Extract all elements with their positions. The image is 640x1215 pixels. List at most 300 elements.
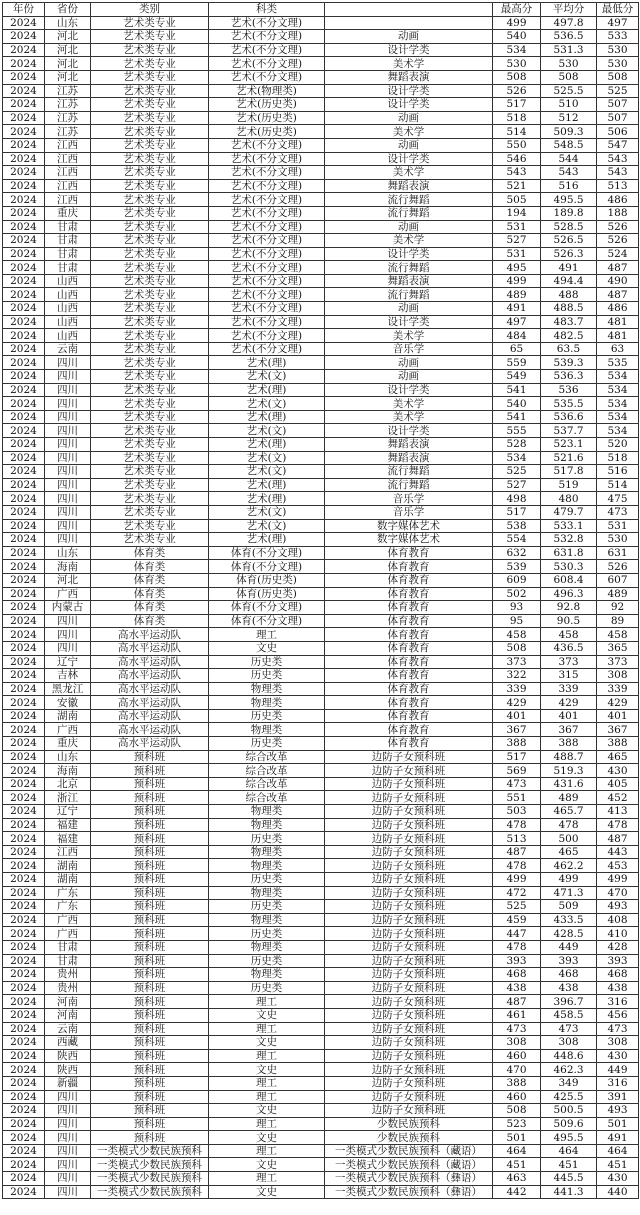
- cell-min-score: 188: [597, 206, 639, 220]
- table-row: [3, 573, 639, 587]
- cell-min-score: 534: [597, 410, 639, 424]
- cell-major: 动画: [325, 220, 493, 234]
- table-row: [3, 954, 639, 968]
- cell-min-score: 453: [597, 859, 639, 873]
- cell-avg-score: 349: [541, 1076, 597, 1090]
- cell-min-score: 486: [597, 302, 639, 316]
- cell-min-score: 413: [597, 805, 639, 819]
- cell-max-score: 499: [493, 16, 541, 30]
- cell-min-score: 92: [597, 601, 639, 615]
- cell-category: 预科班: [91, 1076, 209, 1090]
- cell-category: 艺术类专业: [91, 533, 209, 547]
- cell-min-score: 508: [597, 70, 639, 84]
- cell-subject: 艺术(不分文理): [209, 234, 325, 248]
- cell-min-score: 316: [597, 995, 639, 1009]
- cell-year: 2024: [3, 805, 45, 819]
- table-row: [3, 1008, 639, 1022]
- cell-province: 海南: [45, 560, 91, 574]
- table-row: [3, 927, 639, 941]
- cell-major: 设计学类: [325, 315, 493, 329]
- cell-category: 艺术类专业: [91, 383, 209, 397]
- cell-major: 流行舞蹈: [325, 193, 493, 207]
- table-row: [3, 750, 639, 764]
- cell-avg-score: 445.5: [541, 1172, 597, 1186]
- cell-major: 体育教育: [325, 682, 493, 696]
- cell-category: 预科班: [91, 1008, 209, 1022]
- cell-major: 一类模式少数民族预科（藏语）: [325, 1144, 493, 1158]
- table-row: [3, 57, 639, 71]
- cell-max-score: 540: [493, 397, 541, 411]
- table-row: [3, 315, 639, 329]
- table-row: [3, 560, 639, 574]
- cell-subject: 文史: [209, 641, 325, 655]
- cell-province: 山东: [45, 16, 91, 30]
- cell-avg-score: 536: [541, 383, 597, 397]
- cell-year: 2024: [3, 261, 45, 275]
- cell-avg-score: 90.5: [541, 614, 597, 628]
- cell-province: 甘肃: [45, 954, 91, 968]
- table-row: [3, 546, 639, 560]
- cell-avg-score: 480: [541, 492, 597, 506]
- cell-min-score: 534: [597, 370, 639, 384]
- cell-subject: 艺术(文): [209, 465, 325, 479]
- cell-province: 新疆: [45, 1076, 91, 1090]
- cell-avg-score: 471.3: [541, 886, 597, 900]
- cell-subject: 艺术(不分文理): [209, 166, 325, 180]
- cell-subject: 艺术(不分文理): [209, 247, 325, 261]
- cell-category: 预科班: [91, 1022, 209, 1036]
- cell-major: 体育教育: [325, 696, 493, 710]
- cell-year: 2024: [3, 98, 45, 112]
- cell-province: 广西: [45, 587, 91, 601]
- cell-min-score: 405: [597, 777, 639, 791]
- cell-province: 山西: [45, 315, 91, 329]
- cell-min-score: 464: [597, 1144, 639, 1158]
- cell-max-score: 93: [493, 601, 541, 615]
- cell-category: 艺术类专业: [91, 30, 209, 44]
- cell-subject: 艺术(理): [209, 356, 325, 370]
- cell-year: 2024: [3, 1049, 45, 1063]
- cell-avg-score: 339: [541, 682, 597, 696]
- cell-subject: 物理类: [209, 805, 325, 819]
- cell-year: 2024: [3, 410, 45, 424]
- cell-year: 2024: [3, 206, 45, 220]
- table-row: [3, 641, 639, 655]
- cell-major: 动画: [325, 111, 493, 125]
- cell-major: 动画: [325, 356, 493, 370]
- cell-province: 四川: [45, 505, 91, 519]
- cell-max-score: 95: [493, 614, 541, 628]
- table-row: [3, 220, 639, 234]
- cell-category: 艺术类专业: [91, 193, 209, 207]
- cell-category: 预科班: [91, 805, 209, 819]
- header-max-score: 最高分: [493, 3, 541, 17]
- cell-category: 体育类: [91, 560, 209, 574]
- table-row: [3, 302, 639, 316]
- cell-max-score: 508: [493, 70, 541, 84]
- cell-major: 动画: [325, 302, 493, 316]
- table-row: [3, 84, 639, 98]
- cell-category: 高水平运动队: [91, 723, 209, 737]
- table-row: [3, 1104, 639, 1118]
- cell-province: 四川: [45, 465, 91, 479]
- cell-year: 2024: [3, 859, 45, 873]
- cell-province: 河南: [45, 995, 91, 1009]
- cell-min-score: 473: [597, 505, 639, 519]
- cell-province: 四川: [45, 533, 91, 547]
- cell-min-score: 524: [597, 247, 639, 261]
- cell-max-score: 478: [493, 859, 541, 873]
- cell-major: 边防子女预科班: [325, 1076, 493, 1090]
- cell-year: 2024: [3, 1008, 45, 1022]
- cell-major: 边防子女预科班: [325, 832, 493, 846]
- cell-min-score: 530: [597, 57, 639, 71]
- cell-category: 预科班: [91, 791, 209, 805]
- cell-avg-score: 473: [541, 1022, 597, 1036]
- cell-major: 体育教育: [325, 709, 493, 723]
- cell-year: 2024: [3, 152, 45, 166]
- cell-subject: 艺术(不分文理): [209, 220, 325, 234]
- table-row: [3, 669, 639, 683]
- cell-subject: 艺术(文): [209, 370, 325, 384]
- cell-major: 边防子女预科班: [325, 940, 493, 954]
- cell-year: 2024: [3, 886, 45, 900]
- table-row: [3, 247, 639, 261]
- cell-category: 艺术类专业: [91, 261, 209, 275]
- cell-province: 四川: [45, 451, 91, 465]
- cell-province: 江西: [45, 179, 91, 193]
- cell-category: 艺术类专业: [91, 43, 209, 57]
- cell-avg-score: 521.6: [541, 451, 597, 465]
- cell-min-score: 486: [597, 193, 639, 207]
- cell-category: 预科班: [91, 1131, 209, 1145]
- table-row: [3, 859, 639, 873]
- cell-min-score: 487: [597, 261, 639, 275]
- cell-min-score: 531: [597, 519, 639, 533]
- cell-avg-score: 448.6: [541, 1049, 597, 1063]
- cell-min-score: 481: [597, 315, 639, 329]
- cell-subject: 艺术(历史类): [209, 98, 325, 112]
- cell-min-score: 487: [597, 832, 639, 846]
- cell-subject: 物理类: [209, 845, 325, 859]
- cell-min-score: 525: [597, 84, 639, 98]
- table-row: [3, 1036, 639, 1050]
- header-subject: 科类: [209, 3, 325, 17]
- cell-province: 山东: [45, 546, 91, 560]
- cell-subject: 文史: [209, 1008, 325, 1022]
- cell-min-score: 516: [597, 465, 639, 479]
- cell-min-score: 449: [597, 1063, 639, 1077]
- cell-major: 美术学: [325, 397, 493, 411]
- cell-min-score: 543: [597, 166, 639, 180]
- cell-province: 福建: [45, 818, 91, 832]
- cell-avg-score: 458: [541, 628, 597, 642]
- cell-max-score: 534: [493, 451, 541, 465]
- cell-province: 江西: [45, 845, 91, 859]
- cell-subject: 综合改革: [209, 764, 325, 778]
- cell-year: 2024: [3, 505, 45, 519]
- cell-max-score: 468: [493, 968, 541, 982]
- cell-category: 艺术类专业: [91, 16, 209, 30]
- cell-year: 2024: [3, 913, 45, 927]
- cell-major: 边防子女预科班: [325, 1063, 493, 1077]
- cell-province: 江苏: [45, 84, 91, 98]
- cell-subject: 理工: [209, 1090, 325, 1104]
- table-row: [3, 342, 639, 356]
- cell-max-score: 65: [493, 342, 541, 356]
- cell-subject: 艺术(文): [209, 505, 325, 519]
- cell-category: 艺术类专业: [91, 70, 209, 84]
- cell-year: 2024: [3, 1131, 45, 1145]
- table-row: [3, 805, 639, 819]
- cell-min-score: 393: [597, 954, 639, 968]
- cell-avg-score: 497.8: [541, 16, 597, 30]
- cell-category: 一类模式少数民族预科: [91, 1158, 209, 1172]
- cell-year: 2024: [3, 329, 45, 343]
- cell-subject: 艺术(历史类): [209, 111, 325, 125]
- cell-max-score: 458: [493, 628, 541, 642]
- cell-min-score: 388: [597, 737, 639, 751]
- table-row: [3, 628, 639, 642]
- table-row: [3, 709, 639, 723]
- header-province: 省份: [45, 3, 91, 17]
- cell-major: 少数民族预科: [325, 1117, 493, 1131]
- cell-major: 边防子女预科班: [325, 1090, 493, 1104]
- cell-min-score: 456: [597, 1008, 639, 1022]
- header-min-score: 最低分: [597, 3, 639, 17]
- cell-category: 预科班: [91, 845, 209, 859]
- cell-year: 2024: [3, 1185, 45, 1199]
- cell-max-score: 541: [493, 410, 541, 424]
- table-row: [3, 1090, 639, 1104]
- cell-max-score: 470: [493, 1063, 541, 1077]
- cell-province: 广东: [45, 886, 91, 900]
- cell-year: 2024: [3, 70, 45, 84]
- cell-subject: 艺术(理): [209, 478, 325, 492]
- cell-province: 湖南: [45, 709, 91, 723]
- cell-min-score: 487: [597, 288, 639, 302]
- table-row: [3, 43, 639, 57]
- cell-category: 预科班: [91, 913, 209, 927]
- table-row: [3, 723, 639, 737]
- cell-avg-score: 509.6: [541, 1117, 597, 1131]
- cell-min-score: 534: [597, 383, 639, 397]
- cell-min-score: 438: [597, 981, 639, 995]
- cell-max-score: 550: [493, 138, 541, 152]
- cell-year: 2024: [3, 655, 45, 669]
- cell-category: 艺术类专业: [91, 356, 209, 370]
- cell-avg-score: 608.4: [541, 573, 597, 587]
- cell-year: 2024: [3, 641, 45, 655]
- cell-max-score: 508: [493, 1104, 541, 1118]
- cell-category: 体育类: [91, 601, 209, 615]
- cell-year: 2024: [3, 451, 45, 465]
- cell-avg-score: 462.3: [541, 1063, 597, 1077]
- cell-major: 边防子女预科班: [325, 1049, 493, 1063]
- cell-year: 2024: [3, 573, 45, 587]
- cell-avg-score: 512: [541, 111, 597, 125]
- cell-subject: 体育(历史类): [209, 587, 325, 601]
- cell-major: 音乐学: [325, 492, 493, 506]
- cell-category: 一类模式少数民族预科: [91, 1172, 209, 1186]
- cell-avg-score: 92.8: [541, 601, 597, 615]
- cell-major: 一类模式少数民族预科（藏语）: [325, 1158, 493, 1172]
- table-row: [3, 1063, 639, 1077]
- cell-max-score: 530: [493, 57, 541, 71]
- cell-subject: 历史类: [209, 832, 325, 846]
- cell-min-score: 430: [597, 1049, 639, 1063]
- cell-major: 设计学类: [325, 383, 493, 397]
- cell-major: 体育教育: [325, 573, 493, 587]
- table-row: [3, 179, 639, 193]
- cell-major: 流行舞蹈: [325, 206, 493, 220]
- cell-year: 2024: [3, 696, 45, 710]
- cell-min-score: 430: [597, 1172, 639, 1186]
- cell-year: 2024: [3, 478, 45, 492]
- cell-year: 2024: [3, 111, 45, 125]
- cell-min-score: 481: [597, 329, 639, 343]
- cell-year: 2024: [3, 370, 45, 384]
- cell-major: 美术学: [325, 234, 493, 248]
- cell-min-score: 535: [597, 356, 639, 370]
- cell-avg-score: 537.7: [541, 424, 597, 438]
- cell-max-score: 429: [493, 696, 541, 710]
- table-row: [3, 1022, 639, 1036]
- cell-province: 黑龙江: [45, 682, 91, 696]
- cell-major: 边防子女预科班: [325, 927, 493, 941]
- cell-province: 四川: [45, 1090, 91, 1104]
- cell-max-score: 549: [493, 370, 541, 384]
- cell-max-score: 521: [493, 179, 541, 193]
- cell-max-score: 517: [493, 98, 541, 112]
- cell-max-score: 460: [493, 1090, 541, 1104]
- cell-avg-score: 499: [541, 873, 597, 887]
- cell-avg-score: 533.1: [541, 519, 597, 533]
- cell-year: 2024: [3, 845, 45, 859]
- header-year: 年份: [3, 3, 45, 17]
- cell-avg-score: 431.6: [541, 777, 597, 791]
- cell-year: 2024: [3, 84, 45, 98]
- cell-major: 边防子女预科班: [325, 1022, 493, 1036]
- cell-min-score: 607: [597, 573, 639, 587]
- cell-year: 2024: [3, 981, 45, 995]
- table-header-row: [3, 3, 639, 17]
- table-row: [3, 424, 639, 438]
- cell-category: 预科班: [91, 886, 209, 900]
- cell-subject: 文史: [209, 1131, 325, 1145]
- cell-major: 设计学类: [325, 98, 493, 112]
- cell-avg-score: 523.1: [541, 438, 597, 452]
- cell-category: 高水平运动队: [91, 682, 209, 696]
- table-row: [3, 98, 639, 112]
- cell-category: 高水平运动队: [91, 696, 209, 710]
- cell-avg-score: 530: [541, 57, 597, 71]
- cell-max-score: 478: [493, 940, 541, 954]
- cell-subject: 综合改革: [209, 750, 325, 764]
- cell-subject: 艺术(不分文理): [209, 206, 325, 220]
- cell-province: 山西: [45, 288, 91, 302]
- cell-max-score: 495: [493, 261, 541, 275]
- cell-avg-score: 631.8: [541, 546, 597, 560]
- header-avg-score: 平均分: [541, 3, 597, 17]
- cell-avg-score: 436.5: [541, 641, 597, 655]
- cell-max-score: 367: [493, 723, 541, 737]
- cell-min-score: 534: [597, 424, 639, 438]
- cell-major: 边防子女预科班: [325, 1036, 493, 1050]
- cell-province: 江苏: [45, 98, 91, 112]
- cell-category: 预科班: [91, 1049, 209, 1063]
- table-row: [3, 873, 639, 887]
- cell-major: 边防子女预科班: [325, 845, 493, 859]
- cell-category: 预科班: [91, 777, 209, 791]
- table-row: [3, 397, 639, 411]
- table-row: [3, 533, 639, 547]
- cell-year: 2024: [3, 465, 45, 479]
- cell-max-score: 463: [493, 1172, 541, 1186]
- cell-category: 艺术类专业: [91, 424, 209, 438]
- cell-province: 江西: [45, 152, 91, 166]
- cell-subject: 艺术(不分文理): [209, 16, 325, 30]
- cell-year: 2024: [3, 900, 45, 914]
- cell-subject: 历史类: [209, 655, 325, 669]
- table-row: [3, 152, 639, 166]
- cell-category: 一类模式少数民族预科: [91, 1185, 209, 1199]
- cell-province: 浙江: [45, 791, 91, 805]
- cell-avg-score: 526.5: [541, 234, 597, 248]
- cell-category: 预科班: [91, 995, 209, 1009]
- cell-year: 2024: [3, 533, 45, 547]
- cell-province: 河北: [45, 70, 91, 84]
- cell-subject: 文史: [209, 1063, 325, 1077]
- cell-max-score: 464: [493, 1144, 541, 1158]
- cell-year: 2024: [3, 968, 45, 982]
- cell-year: 2024: [3, 995, 45, 1009]
- cell-year: 2024: [3, 614, 45, 628]
- cell-min-score: 497: [597, 16, 639, 30]
- cell-major: 流行舞蹈: [325, 288, 493, 302]
- cell-min-score: 534: [597, 397, 639, 411]
- cell-subject: 历史类: [209, 954, 325, 968]
- cell-category: 预科班: [91, 981, 209, 995]
- table-row: [3, 193, 639, 207]
- cell-max-score: 308: [493, 1036, 541, 1050]
- table-row: [3, 995, 639, 1009]
- cell-subject: 物理类: [209, 886, 325, 900]
- cell-province: 江苏: [45, 125, 91, 139]
- table-row: [3, 791, 639, 805]
- cell-max-score: 527: [493, 478, 541, 492]
- cell-subject: 物理类: [209, 859, 325, 873]
- cell-year: 2024: [3, 669, 45, 683]
- cell-min-score: 465: [597, 750, 639, 764]
- cell-province: 四川: [45, 370, 91, 384]
- cell-province: 四川: [45, 1172, 91, 1186]
- cell-category: 艺术类专业: [91, 519, 209, 533]
- cell-province: 吉林: [45, 669, 91, 683]
- cell-min-score: 408: [597, 913, 639, 927]
- cell-subject: 历史类: [209, 981, 325, 995]
- cell-subject: 艺术(文): [209, 451, 325, 465]
- cell-min-score: 526: [597, 220, 639, 234]
- cell-min-score: 513: [597, 179, 639, 193]
- cell-province: 内蒙古: [45, 601, 91, 615]
- cell-subject: 艺术(文): [209, 397, 325, 411]
- cell-subject: 文史: [209, 1158, 325, 1172]
- cell-major: 音乐学: [325, 505, 493, 519]
- cell-avg-score: 548.5: [541, 138, 597, 152]
- table-row: [3, 818, 639, 832]
- cell-major: 体育教育: [325, 655, 493, 669]
